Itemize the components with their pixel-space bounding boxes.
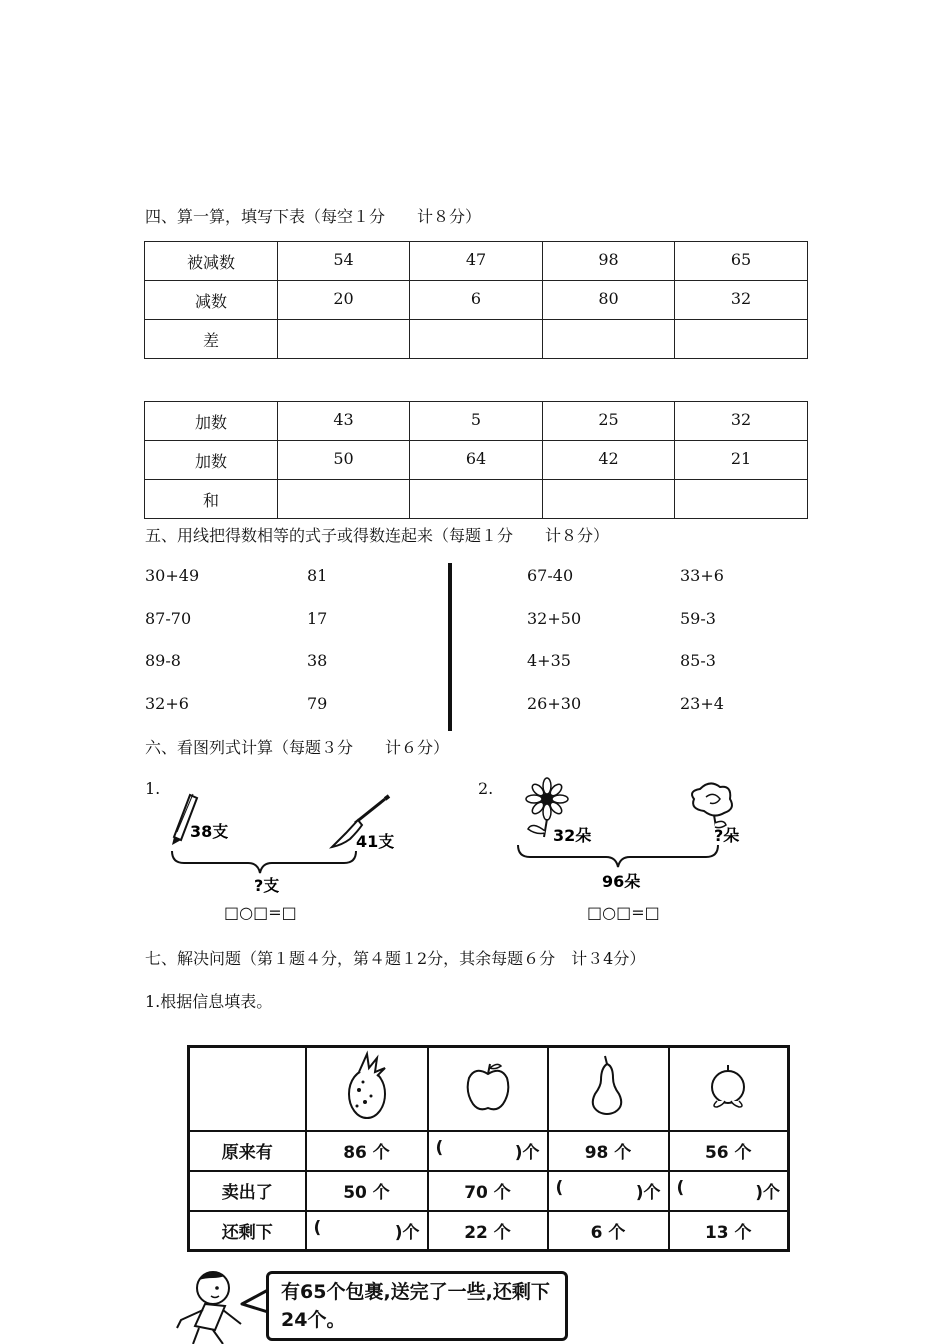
subtraction-table [144, 241, 808, 359]
flower-total-label: 96朵 [602, 872, 641, 891]
answer-blank[interactable]: ( )个 [676, 1178, 780, 1203]
orange-icon [703, 1061, 753, 1111]
fruit-header-apple [428, 1047, 548, 1131]
rose-count-label: ?朵 [714, 826, 740, 845]
pencil-total-label: ?支 [254, 876, 280, 895]
addition-row [145, 480, 808, 519]
addition-value-cell: 32 [675, 402, 808, 441]
fruit-answer-cell[interactable] [428, 1131, 548, 1171]
section5-heading: 五、用线把得数相等的式子或得数连起来（每题１分 计８分） [145, 526, 610, 545]
addition-value-cell: 5 [410, 402, 543, 441]
fruit-value-cell: 70 个 [428, 1171, 548, 1211]
fruit-value-cell: 50 个 [306, 1171, 428, 1211]
match-result[interactable]: 79 [307, 693, 328, 713]
fruit-answer-cell[interactable] [548, 1171, 669, 1211]
addition-value-cell: 25 [543, 402, 675, 441]
addition-value-cell: 43 [278, 402, 410, 441]
addition-value-cell: 42 [543, 441, 675, 480]
fruit-header-pear [548, 1047, 669, 1131]
addition-value-cell: 21 [675, 441, 808, 480]
addition-row-label: 加数 [145, 402, 278, 441]
fruit-table-row [189, 1171, 789, 1211]
answer-blank[interactable]: ( )个 [435, 1138, 540, 1163]
fruit-table [187, 1045, 790, 1252]
subtraction-value-cell: 98 [543, 242, 675, 281]
subtraction-value-cell: 6 [410, 281, 543, 320]
match-expression[interactable]: 26+30 [527, 693, 582, 713]
addition-row-label: 和 [145, 480, 278, 519]
addition-answer-cell[interactable] [543, 480, 675, 519]
fruit-table-row [189, 1131, 789, 1171]
section4-heading: 四、算一算，填写下表（每空１分 计８分） [145, 207, 482, 226]
subtraction-answer-cell[interactable] [278, 320, 410, 359]
addition-answer-cell[interactable] [410, 480, 543, 519]
match-expression[interactable]: 87-70 [145, 608, 192, 628]
match-expression[interactable]: 4+35 [527, 651, 571, 670]
problem2-equation: □○□=□ [587, 903, 660, 922]
fruit-table-row [189, 1211, 789, 1251]
subtraction-value-cell: 32 [675, 281, 808, 320]
fruit-row-label: 还剩下 [189, 1211, 306, 1251]
match-expression[interactable]: 33+6 [680, 566, 724, 585]
question1-text: 1.根据信息填表。 [145, 992, 273, 1011]
match-expression[interactable]: 67-40 [527, 566, 574, 585]
match-expression[interactable]: 32+50 [527, 608, 582, 628]
match-expression[interactable]: 59-3 [680, 608, 716, 628]
addition-answer-cell[interactable] [675, 480, 808, 519]
match-expression[interactable]: 23+4 [680, 693, 724, 713]
addition-value-cell: 50 [278, 441, 410, 480]
problem1-figure [160, 785, 410, 905]
section7-heading: 七、解决问题（第１题４分，第４题１2分，其余每题６分 计３4分） [145, 949, 646, 968]
apple-icon [463, 1058, 513, 1114]
answer-blank[interactable]: ( )个 [555, 1178, 661, 1203]
match-result[interactable]: 17 [307, 608, 328, 628]
fruit-header-orange [669, 1047, 789, 1131]
answer-blank[interactable]: ( )个 [313, 1217, 420, 1243]
addition-row-label: 加数 [145, 441, 278, 480]
match-expression[interactable]: 32+6 [145, 693, 189, 713]
fruit-header-empty [189, 1047, 306, 1131]
subtraction-value-cell: 80 [543, 281, 675, 320]
addition-answer-cell[interactable] [278, 480, 410, 519]
subtraction-answer-cell[interactable] [410, 320, 543, 359]
divider-line [448, 563, 452, 731]
match-expression[interactable]: 85-3 [680, 651, 716, 670]
subtraction-row [145, 320, 808, 359]
subtraction-row-label: 被减数 [145, 242, 278, 281]
rose-flower-icon [692, 783, 732, 827]
match-result[interactable]: 81 [307, 566, 328, 585]
fruit-answer-cell[interactable] [306, 1211, 428, 1251]
match-expression[interactable]: 30+49 [145, 566, 200, 585]
addition-table [144, 401, 808, 519]
running-boy-icon [177, 1272, 241, 1344]
problem2-figure [510, 775, 770, 900]
fruit-value-cell: 13 个 [669, 1211, 789, 1251]
fruit-header-pineapple [306, 1047, 428, 1131]
bubble-text: 有65个包裹,送完了一些,还剩下24个。 [281, 1281, 550, 1331]
subtraction-row-label: 差 [145, 320, 278, 359]
match-expression[interactable]: 89-8 [145, 651, 181, 670]
fruit-row-label: 卖出了 [189, 1171, 306, 1211]
problem1-equation: □○□=□ [224, 903, 297, 922]
brush-count-label: 41支 [356, 832, 395, 851]
addition-value-cell: 64 [410, 441, 543, 480]
daisy-count-label: 32朵 [553, 826, 592, 845]
subtraction-row-label: 减数 [145, 281, 278, 320]
fruit-value-cell: 56 个 [669, 1131, 789, 1171]
fruit-answer-cell[interactable] [669, 1171, 789, 1211]
addition-row [145, 441, 808, 480]
pineapple-icon [337, 1050, 397, 1122]
fruit-value-cell: 6 个 [548, 1211, 669, 1251]
match-result[interactable]: 38 [307, 651, 328, 670]
problem2-number: 2. [478, 779, 494, 798]
addition-row [145, 402, 808, 441]
pencil-count-label: 38支 [190, 822, 229, 841]
subtraction-answer-cell[interactable] [543, 320, 675, 359]
subtraction-value-cell: 65 [675, 242, 808, 281]
subtraction-row [145, 281, 808, 320]
problem1-number: 1. [145, 779, 161, 798]
section6-heading: 六、看图列式计算（每题３分 计６分） [145, 738, 450, 757]
subtraction-answer-cell[interactable] [675, 320, 808, 359]
fruit-row-label: 原来有 [189, 1131, 306, 1171]
pear-icon [583, 1054, 633, 1118]
subtraction-row [145, 242, 808, 281]
speech-bubble [266, 1271, 568, 1341]
subtraction-value-cell: 20 [278, 281, 410, 320]
subtraction-value-cell: 47 [410, 242, 543, 281]
fruit-value-cell: 98 个 [548, 1131, 669, 1171]
fruit-value-cell: 86 个 [306, 1131, 428, 1171]
subtraction-value-cell: 54 [278, 242, 410, 281]
fruit-value-cell: 22 个 [428, 1211, 548, 1251]
